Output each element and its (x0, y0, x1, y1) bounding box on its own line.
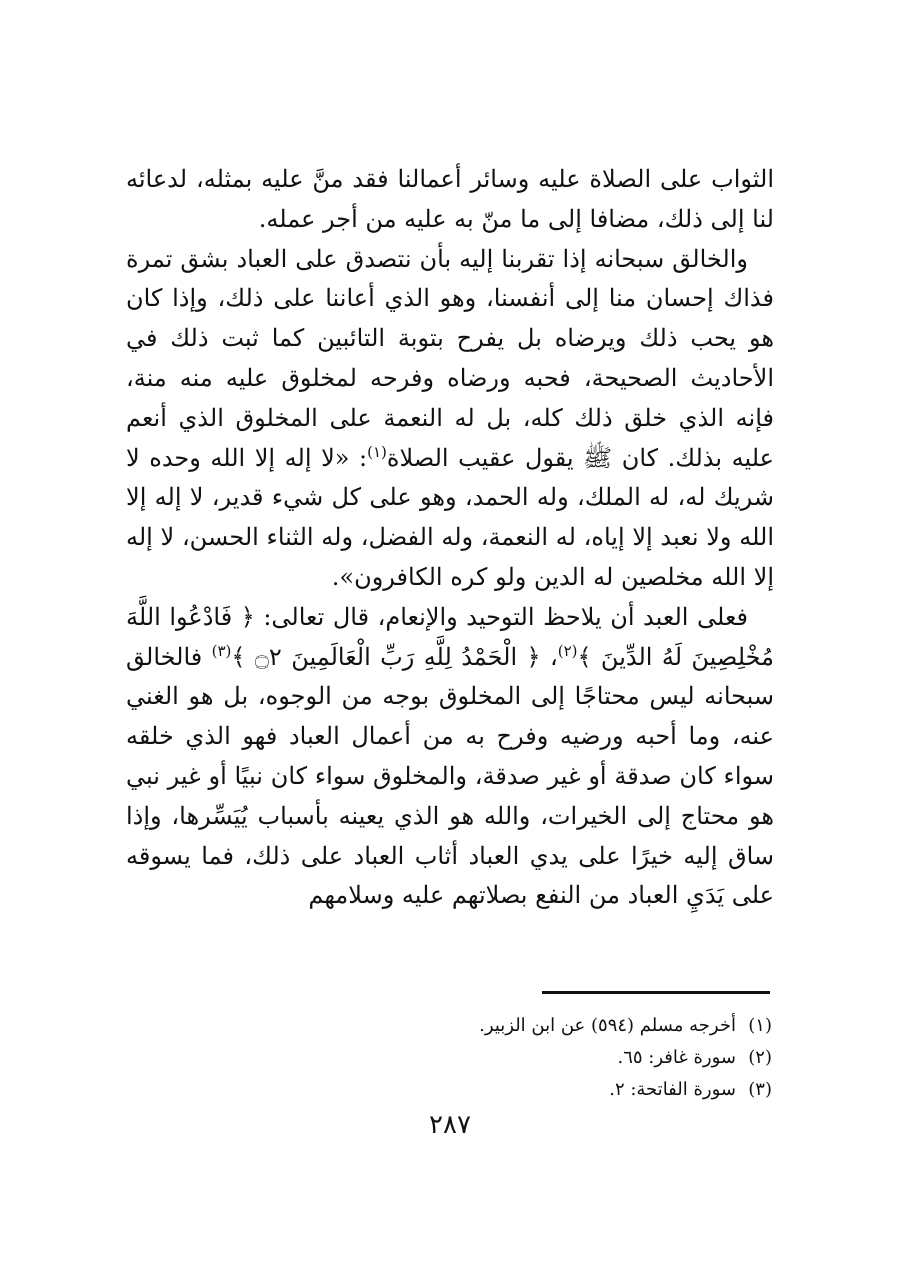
paragraph-2-text-b: : «لا إله إلا الله وحده لا شريك له، له الملك، وله الحمد، وهو على كل شيء قدير، لا إله إلا الله ولا نعبد إلا إياه، له النعمة، وله الفضل، وله الثناء الحسن، لا إله إلا الله مخلصين له الدين ولو كره الكافرون». (126, 443, 774, 591)
footnote-ref-2[interactable]: (٢) (557, 641, 578, 660)
paragraph-3-text-a: فعلى العبد أن يلاحظ التوحيد والإنعام، قال تعالى: ﴿ فَادْعُوا اللَّهَ مُخْلِصِينَ لَهُ الدِّينَ ﴾ (126, 602, 774, 671)
footnote-item (272, 1074, 772, 1106)
paragraph-3-text-c: فالخالق سبحانه ليس محتاجًا إلى المخلوق بوجه من الوجوه، بل هو الغني عنه، وما أحبه ورضيه وفرح به من أعمال العباد فهو الذي خلقه سواء كان صدقة أو غير صدقة، والمخلوق سواء كان نبيًا أو غير نبي هو محتاج إلى الخيرات، والله هو الذي يعينه بأسباب يُيَسِّرها، وإذا ساق إليه خيرًا على يدي العباد أثاب العباد على ذلك، فما يسوقه على يَدَيِ العباد من النفع بصلاتهم عليه وسلامهم (126, 642, 774, 910)
footnote-item (272, 1042, 772, 1074)
page-number: ٢٨٧ (429, 1110, 471, 1140)
paragraph-2-text-a: والخالق سبحانه إذا تقربنا إليه بأن نتصدق على العباد بشق تمرة فذاك إحسان منا إلى أنفسنا، وهو الذي أعاننا على ذلك، وإذا كان هو يحب ذلك ويرضاه بل يفرح بتوبة التائبين كما ثبت ذلك في الأحاديث الصحيحة، فحبه ورضاه وفرحه لمخلوق عليه منه منة، فإنه الذي خلق ذلك كله، بل له النعمة على المخلوق الذي أنعم عليه بذلك. كان ﷺ يقول عقيب الصلاة (126, 244, 775, 472)
paragraph-1-text: الثواب على الصلاة عليه وسائر أعمالنا فقد منَّ عليه بمثله، لدعائه لنا إلى ذلك، مضافا إلى ما منّ به عليه من أجر عمله. (126, 165, 774, 233)
footnote-text: سورة الفاتحة: ٢. (609, 1079, 736, 1100)
footnote-text: أخرجه مسلم (٥٩٤) عن ابن الزبير. (479, 1015, 736, 1036)
paragraph-3 (126, 598, 774, 916)
footnote-number: (١) (748, 1015, 772, 1036)
footnote-text: سورة غافر: ٦٥. (617, 1047, 736, 1068)
footnote-number: (٢) (748, 1047, 772, 1068)
paragraph-2 (126, 240, 774, 598)
footnote-number: (٣) (748, 1079, 772, 1100)
footnote-item (272, 1010, 772, 1042)
footnotes (272, 1010, 772, 1106)
main-text (126, 160, 774, 916)
paragraph-1 (126, 160, 774, 240)
footnote-divider (542, 991, 770, 994)
paragraph-3-text-b: ، ﴿ الْحَمْدُ لِلَّهِ رَبِّ الْعَالَمِينَ ۝٢ ﴾ (231, 642, 558, 671)
footnote-ref-1[interactable]: (١) (367, 442, 387, 461)
footnote-ref-3[interactable]: (٣) (211, 641, 232, 660)
